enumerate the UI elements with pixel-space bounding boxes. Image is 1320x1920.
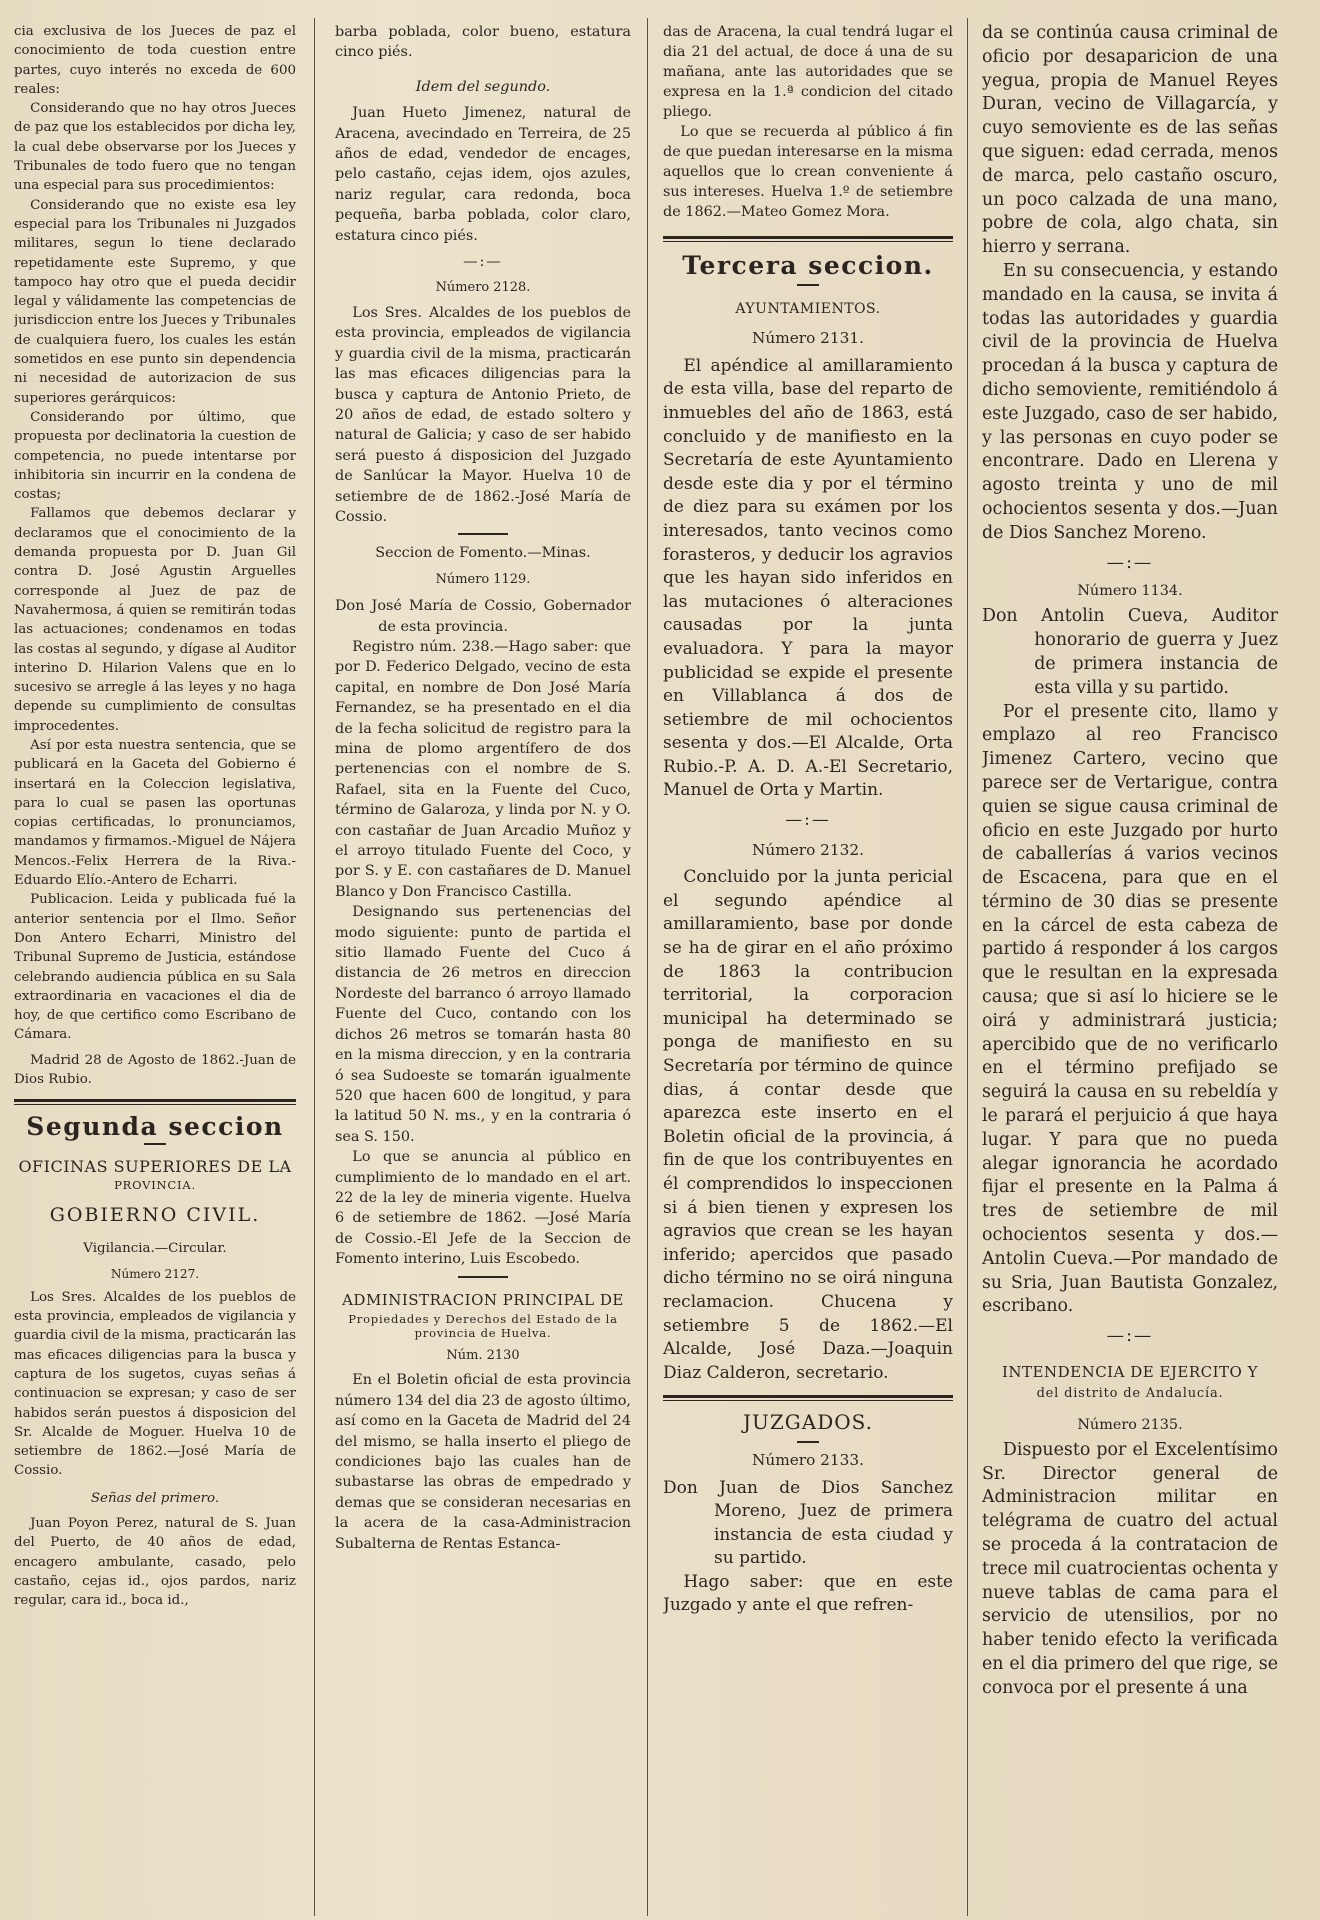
notice-number: Número 2131. — [752, 329, 864, 348]
paragraph: Publicacion. Leida y publicada fué la anterior sentencia por el Ilmo. Señor Don Antero Echarri, Ministro del Tribunal Supremo de Justicia, estándose celebrando audiencia pública en su Sala extraordinaria en vacaciones el dia de hoy, de que certifico como Escribano de Cámara. — [14, 892, 296, 1043]
department-subtitle: del distrito de Andalucía. — [1036, 1385, 1224, 1401]
section-divider — [663, 236, 953, 239]
column-rule — [967, 18, 968, 1916]
section-divider — [14, 1104, 296, 1105]
ornament-divider: —:— — [463, 254, 503, 271]
paragraph: Lo que se anuncia al público en cumplimiento de lo mandado en el art. 22 de la ley de mineria vigente. Huelva 6 de setiembre de 1862. —José María de Cossio.-El Jefe de la Seccion de Fomento interino, Luis Escobedo. — [335, 1149, 631, 1268]
subheading: Idem del segundo. — [415, 78, 551, 95]
department-subtitle: Propiedades y Derechos del Estado de la provincia de Huelva. — [348, 1311, 618, 1340]
divider — [458, 1276, 508, 1278]
department-title: INTENDENCIA DE EJERCITO Y — [1001, 1363, 1259, 1382]
paragraph: Los Sres. Alcaldes de los pueblos de esta provincia, empleados de vigilancia y guardia civil de la misma, practicarán las mas eficaces diligencias para la busca y captura de los sugetos, cuyas señas á continuacion se expresan; y caso de ser habidos serán puestos á disposicion del Sr. Alcalde de Moguer. Huelva 10 de setiembre de 1862.—José María de Cossio. — [14, 1289, 296, 1479]
paragraph: da se continúa causa criminal de oficio por desaparicion de una yegua, propia de Manuel Reyes Duran, vecino de Villagarcía, y cuyo semoviente es de las señas que siguen: edad cerrada, menos de marca, pelo castaño oscuro, un poco calzada de una mano, pobre de cola, algo chata, sin hierro y serrana. — [982, 23, 1278, 258]
signature: Madrid 28 de Agosto de 1862.-Juan de Dios Rubio. — [14, 1052, 296, 1088]
paragraph: barba poblada, color bueno, estatura cinco piés. — [335, 24, 631, 61]
paragraph: Dispuesto por el Excelentísimo Sr. Director general de Administracion militar en telégrama de cuatro del actual se proceda á la contratacion de trece mil cuatrocientas ochenta y nueve tablas de cama para el servicio de utensilios, por no haber tenido efecto la verificada en el dia primero del que rige, se convoca por el presente á una — [982, 1439, 1278, 1698]
paragraph: Considerando que no existe esa ley especial para los Tribunales ni Juzgados militares, segun lo tiene declarado repetidamente este Supremo, y que tampoco hay otro que el pueda decidir legal y válidamente las competencias de jurisdiccion entre los Jueces y Tribunales de cualquiera fuero, los cuales les están sometidos en ese punto sin dependencia ni necesidad de autorizacion de sus superiores gerárquicos: — [14, 197, 296, 406]
paragraph: Fallamos que debemos declarar y declaramos que el conocimiento de la demanda propuesta por D. Juan Gil contra D. José Agustin Arguelles corresponde al Juez de paz de Navahermosa, á quien se remitirán todas las actuaciones; condenamos en todas las costas al segundo, y dígase al Auditor interino D. Hilarion Valens que en lo sucesivo se arregle á las leyes y no haga depende su cumplimiento de consultas improcedentes. — [14, 506, 296, 734]
notice-number: Número 2127. — [110, 1266, 200, 1281]
notice-number: Número 1129. — [435, 571, 531, 587]
paragraph: das de Aracena, la cual tendrá lugar el dia 21 del actual, de doce á una de su mañana, ante las autoridades que se expresa en la 1.ª condicion del citado pliego. — [663, 24, 953, 120]
paragraph: cia exclusiva de los Jueces de paz el conocimiento de toda cuestion entre partes, cuyo interés no exceda de 600 reales: — [14, 24, 296, 97]
column-rule — [314, 18, 315, 1916]
paragraph: Por el presente cito, llamo y emplazo al reo Francisco Jimenez Cartero, vecino que parece ser de Vertarigue, contra quien se sigue causa criminal de oficio en este Juzgado por hurto de caballerías á varios vecinos de Escacena, para que en el término de 30 dias se presente en la cárcel de esta cabeza de partido á responder á los cargos que le resultan en la expresada causa; que si así lo hiciere se le oirá y administrará justicia; apercibido que de no verificarlo en el término prefijado se seguirá la causa en su rebeldía y le parará el perjuicio á que haya lugar. Y para que no pueda alegar ignorancia he acordado fijar el presente en la Palma á tres de setiembre de mil ochocientos sesenta y dos.—Antolin Cueva.—Por mandado de su Sria, Juan Bautista Gonzalez, escribano. — [982, 701, 1278, 1317]
department-title: ADMINISTRACION PRINCIPAL DE — [342, 1290, 624, 1309]
paragraph: Los Sres. Alcaldes de los pueblos de esta provincia, empleados de vigilancia y guardia civil de la misma, practicarán las mas eficaces diligencias para la busca y captura de Antonio Prieto, de 20 años de edad, de estado soltero y natural de Galicia; y caso de ser habido será puesto á disposicion del Juzgado de Sanlúcar la Mayor. Huelva 10 de setiembre de de 1862.-José María de Cossio. — [335, 304, 631, 525]
department-heading: GOBIERNO CIVIL. — [49, 1203, 261, 1226]
subsection-heading: Vigilancia.—Circular. — [83, 1241, 227, 1257]
subsection-heading: Seccion de Fomento.—Minas. — [375, 545, 591, 562]
ornament-divider: —:— — [1106, 1326, 1154, 1347]
paragraph: En su consecuencia, y estando mandado en la causa, se invita á todas las autoridades y guardia civil de la provincia de Huelva procedan á la busca y captura de dicho semoviente, remitiéndolo á este Juzgado, caso de ser habido, y las personas en cuyo poder se encontrare. Dado en Llerena y agosto treinta y uno de mil ochocientos sesenta y dos.—Juan de Dios Sanchez Moreno. — [982, 260, 1278, 543]
column-3 — [663, 22, 953, 1912]
department-heading: JUZGADOS. — [743, 1410, 873, 1435]
column-rule — [647, 18, 648, 1916]
paragraph: Don José María de Cossio, Gobernador de esta provincia. — [335, 598, 631, 635]
paragraph: Don Juan de Dios Sanchez Moreno, Juez de primera instancia de esta ciudad y su partido. — [663, 1477, 953, 1569]
notice-number: Número 2128. — [435, 280, 531, 296]
column-1 — [14, 22, 296, 1912]
section-title: Segunda seccion — [26, 1112, 284, 1142]
divider — [797, 284, 819, 286]
paragraph: Juan Poyon Perez, natural de S. Juan del Puerto, de 40 años de edad, encagero ambulante, casado, pelo castaño, cejas id., ojos pardos, nariz regular, cara id., boca id., — [14, 1516, 296, 1609]
paragraph: Lo que se recuerda al público á fin de que puedan interesarse en la misma aquellos que lo crean conveniente á sus intereses. Huelva 1.º de setiembre de 1862.—Mateo Gomez Mora. — [663, 124, 953, 220]
divider — [458, 533, 508, 535]
divider — [144, 1143, 166, 1145]
section-divider — [663, 1400, 953, 1401]
paragraph: Concluido por la junta pericial el segundo apéndice al amillaramiento, base por donde se ha de girar en el año próximo de 1863 la contribucion territorial, la corporacion municipal ha determinado se ponga de manifiesto en su Secretaría por término de quince dias, á contar desde que aparezca este inserto en el Boletin oficial de la provincia, á fin de que los contribuyentes en él comprendidos lo inspeccionen si á bien tienen y expresen los agravios que crean se les hayan inferido; apercidos que pasado dicho término no se oirá ninguna reclamacion. Chucena y setiembre 5 de 1862.—El Alcalde, José Daza.—Joaquin Diaz Calderon, secretario. — [663, 867, 953, 1383]
section-divider — [663, 241, 953, 242]
column-4 — [982, 22, 1278, 1912]
paragraph: Considerando que no hay otros Jueces de paz que los establecidos por dicha ley, la cual debe observarse por los Jueces y Tribunales de todo fuero que no tengan una especial para sus procedimientos: — [14, 101, 296, 194]
notice-number: Núm. 2130 — [446, 1347, 520, 1363]
paragraph: Hago saber: que en este Juzgado y ante el que refren- — [663, 1571, 953, 1616]
divider — [797, 1441, 819, 1443]
paragraph: Juan Hueto Jimenez, natural de Aracena, avecindado en Terreira, de 25 años de edad, vendedor de encages, pelo castaño, cejas idem, ojos azules, nariz regular, cara redonda, boca pequeña, barba poblada, color claro, estatura cinco piés. — [335, 105, 631, 244]
notice-number: Número 2133. — [752, 1450, 864, 1469]
subheading: Señas del primero. — [90, 1490, 220, 1506]
paragraph: En el Boletin oficial de esta provincia número 134 del dia 23 de agosto último, así como en la Gaceta de Madrid del 24 del mismo, se halla inserto el pliego de condiciones bajo las cuales han de subastarse las obras de empedrado y demas que se consideran necesarias en la acera de la casa-Administracion Subalterna de Rentas Estanca- — [335, 1372, 631, 1552]
paragraph: Don Antolin Cueva, Auditor honorario de guerra y Juez de primera instancia de esta villa y su partido. — [982, 606, 1278, 698]
notice-number: Número 2135. — [1077, 1416, 1183, 1433]
paragraph: Registro núm. 238.—Hago saber: que por D. Federico Delgado, vecino de esta capital, en nombre de Don José María Fernandez, se ha presentado en el dia de la fecha solicitud de registro para la mina de plomo argentífero de dos pertenencias con el nombre de S. Rafael, sita en la Fuente del Cuco, término de Galaroza, y linda por N. y O. con castañar de Juan Arcadio Muñoz y el arroyo titulado Fuente del Coco, y por S. y E. con castañares de D. Manuel Blanco y Don Francisco Castilla. — [335, 638, 631, 900]
paragraph: El apéndice al amillaramiento de esta villa, base del reparto de inmuebles del año de 1863, está concluido y de manifiesto en la Secretaría de este Ayuntamiento desde este dia y por el término de diez para su exámen por los interesados, tanto vecinos como forasteros, y deducir los agravios que les hayan sido inferidos en las mutaciones ó alteraciones causadas por la junta evaluadora. Y para la mayor publicidad se expide el presente en Villablanca á dos de setiembre de mil ochocientos sesenta y dos.—El Alcalde, Orta Rubio.-P. A. D. A.-El Secretario, Manuel de Orta y Martin. — [663, 355, 953, 801]
notice-number: Número 1134. — [1077, 583, 1183, 600]
paragraph: Designando sus pertenencias del modo siguiente: punto de partida el sitio llamado Fuente del Cuco á distancia de 26 metros en direccion Nordeste del barranco ó arroyo llamado Fuente del Cuco, contando con los dichos 26 metros se tomarán hasta 80 en la misma direccion, y en la contraria ó sea Sudoeste se tomarán igualmente 520 que hacen 600 de longitud, y para la latitud 50 N. ms., y en la contraria ó sea S. 150. — [335, 904, 631, 1145]
paragraph: Considerando por último, que propuesta por declinatoria la cuestion de competencia, no puede intentarse por inhibitoria sin incurrir en la condena de costas; — [14, 409, 296, 503]
department-title: AYUNTAMIENTOS. — [735, 300, 881, 317]
paragraph: Así por esta nuestra sentencia, que se publicará en la Gaceta del Gobierno é insertará en la Coleccion legislativa, para lo cual se pasen las oportunas copias certificadas, lo pronunciamos, mandamos y firmamos.-Miguel de Nájera Mencos.-Felix Herrera de la Riva.-Eduardo Elío.-Antero de Echarri. — [14, 737, 296, 889]
section-divider — [663, 1395, 953, 1398]
notice-number: Número 2132. — [752, 840, 864, 859]
section-title: Tercera seccion. — [682, 251, 934, 280]
ornament-divider: —:— — [785, 810, 831, 831]
section-divider — [14, 1099, 296, 1102]
department-subtitle: PROVINCIA. — [114, 1177, 196, 1192]
department-title: OFICINAS SUPERIORES DE LA — [18, 1156, 292, 1176]
column-2 — [335, 22, 631, 1912]
ornament-divider: —:— — [1106, 552, 1154, 573]
